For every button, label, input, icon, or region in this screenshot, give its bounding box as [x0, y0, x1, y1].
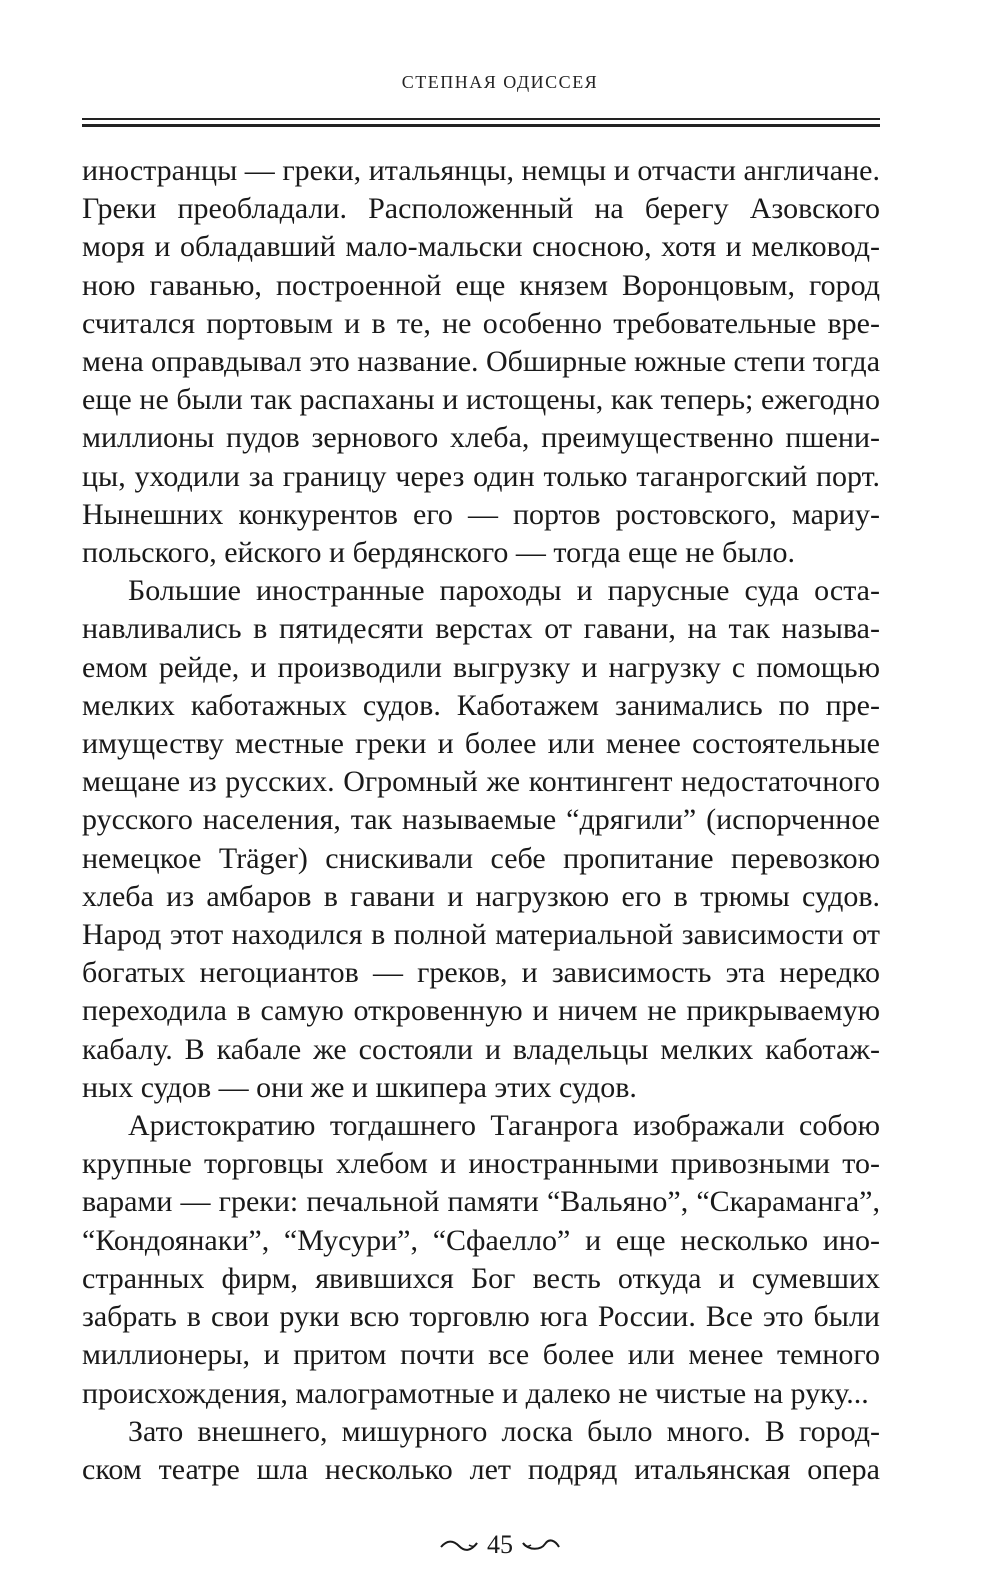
running-head-title: СТЕПНАЯ ОДИССЕЯ	[401, 72, 599, 92]
swash-left-ornament-icon	[439, 1538, 479, 1552]
paragraph-1: иностранцы — греки, итальянцы, немцы и отчасти англичане. Греки преобладали. Расположенный на берегу Азовского моря и обладавший мало-мальски сносною, хотя и мелководною гаванью, построенной еще князем Воронцовым, город считался портовым и в те, не особенно требовательные времена оправдывал это название. Обширные южные степи тогда еще не были так распаханы и истощены, как теперь; ежегодно миллионы пудов зернового хлеба, преимущественно пшеницы, уходили за границу через один только таганрогский порт. Нынешних конкурентов его — портов ростовского, мариупольского, ейского и бердянского — тогда еще не было.	[82, 154, 881, 570]
header-rule-thin	[82, 118, 880, 120]
body-text	[82, 152, 880, 1489]
swash-right-ornament-icon	[521, 1538, 561, 1552]
paragraph-3: Аристократию тогдашнего Таганрога изображали собою крупные торговцы хлебом и иностранными привозными товарами — греки: печальной памяти “Вальяно”, “Скараманга”, “Кондоянаки”, “Мусури”, “Сфаелло” и еще несколько иностранных фирм, явившихся Бог весть откуда и сумевших забрать в свои руки всю торговлю юга России. Все это были миллионеры, и притом почти все более или менее темного происхождения, малограмотные и далеко не чистые на руку...	[82, 1109, 880, 1410]
header-rule-thick	[82, 124, 880, 127]
paragraph-4: Зато внешнего, мишурного лоска было много. В городском театре шла несколько лет подряд итальянская опера	[82, 1414, 880, 1486]
paragraph-2: Большие иностранные пароходы и парусные суда останавливались в пятидесяти верстах от гавани, на так называемом рейде, и производили выгрузку и нагрузку с помощью мелких каботажных судов. Каботажем занимались по преимуществу местные греки и более или менее состоятельные мещане из русских. Огромный же контингент недостаточного русского населения, так называемые “дрягили” (испорченное немецкое Träger) снискивали себе пропитание перевозкою хлеба из амбаров в гавани и нагрузкою его в трюмы судов. Народ этот находился в полной материальной зависимости от богатых негоциантов — греков, и зависимость эта нередко переходила в самую откровенную и ничем не прикрываемую кабалу. В кабале же состояли и владельцы мелких каботажных судов — они же и шкипера этих судов.	[82, 574, 880, 1104]
page-folio	[0, 1530, 1000, 1560]
page-number: 45	[487, 1530, 513, 1559]
